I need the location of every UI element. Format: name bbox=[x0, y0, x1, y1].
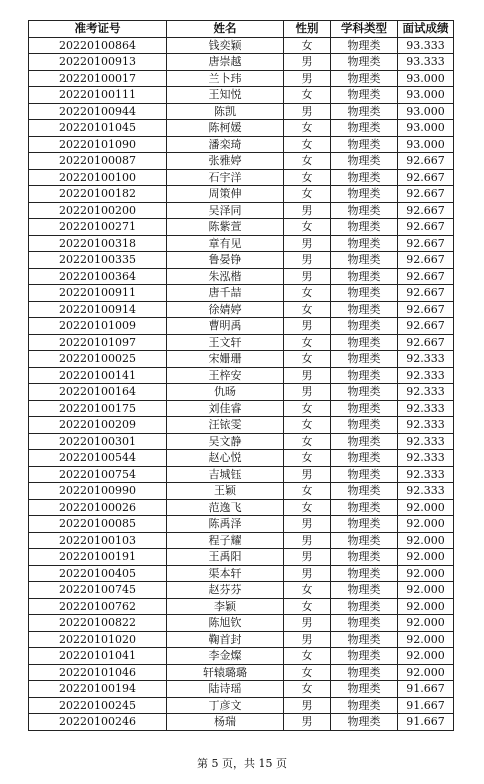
name-cell: 唐崇越 bbox=[167, 54, 284, 71]
exam-id-cell: 20220100100 bbox=[29, 169, 167, 186]
score-cell: 92.000 bbox=[398, 499, 454, 516]
gender-cell: 女 bbox=[284, 598, 331, 615]
score-table-container bbox=[28, 20, 453, 731]
exam-id-cell: 20220100191 bbox=[29, 549, 167, 566]
exam-id-cell: 20220100175 bbox=[29, 400, 167, 417]
subject-type-cell: 物理类 bbox=[331, 598, 398, 615]
gender-cell: 男 bbox=[284, 318, 331, 335]
exam-id-cell: 20220100914 bbox=[29, 301, 167, 318]
subject-type-cell: 物理类 bbox=[331, 516, 398, 533]
exam-id-cell: 20220100364 bbox=[29, 268, 167, 285]
name-cell: 朱泓楷 bbox=[167, 268, 284, 285]
score-cell: 92.667 bbox=[398, 252, 454, 269]
gender-cell: 女 bbox=[284, 648, 331, 665]
subject-type-cell: 物理类 bbox=[331, 384, 398, 401]
subject-type-cell: 物理类 bbox=[331, 466, 398, 483]
header-interview-score: 面试成绩 bbox=[398, 21, 454, 38]
subject-type-cell: 物理类 bbox=[331, 499, 398, 516]
score-cell: 92.667 bbox=[398, 268, 454, 285]
exam-id-cell: 20220100017 bbox=[29, 70, 167, 87]
name-cell: 渠本轩 bbox=[167, 565, 284, 582]
table-row bbox=[29, 318, 454, 335]
exam-id-cell: 20220100085 bbox=[29, 516, 167, 533]
score-cell: 91.667 bbox=[398, 697, 454, 714]
gender-cell: 男 bbox=[284, 697, 331, 714]
score-cell: 92.667 bbox=[398, 318, 454, 335]
gender-cell: 男 bbox=[284, 549, 331, 566]
score-cell: 92.000 bbox=[398, 565, 454, 582]
gender-cell: 女 bbox=[284, 87, 331, 104]
exam-id-cell: 20220100990 bbox=[29, 483, 167, 500]
score-cell: 93.000 bbox=[398, 103, 454, 120]
exam-id-cell: 20220100911 bbox=[29, 285, 167, 302]
gender-cell: 女 bbox=[284, 483, 331, 500]
gender-cell: 女 bbox=[284, 681, 331, 698]
subject-type-cell: 物理类 bbox=[331, 697, 398, 714]
name-cell: 吴文静 bbox=[167, 433, 284, 450]
exam-id-cell: 20220100318 bbox=[29, 235, 167, 252]
gender-cell: 女 bbox=[284, 450, 331, 467]
table-row bbox=[29, 648, 454, 665]
subject-type-cell: 物理类 bbox=[331, 433, 398, 450]
exam-id-cell: 20220100754 bbox=[29, 466, 167, 483]
subject-type-cell: 物理类 bbox=[331, 549, 398, 566]
table-row bbox=[29, 268, 454, 285]
table-row bbox=[29, 598, 454, 615]
subject-type-cell: 物理类 bbox=[331, 615, 398, 632]
name-cell: 范逸飞 bbox=[167, 499, 284, 516]
page-footer: 第 5 页，共 15 页 bbox=[197, 757, 287, 770]
gender-cell: 女 bbox=[284, 37, 331, 54]
subject-type-cell: 物理类 bbox=[331, 318, 398, 335]
gender-cell: 女 bbox=[284, 499, 331, 516]
table-row bbox=[29, 285, 454, 302]
gender-cell: 女 bbox=[284, 334, 331, 351]
exam-id-cell: 20220100209 bbox=[29, 417, 167, 434]
subject-type-cell: 物理类 bbox=[331, 351, 398, 368]
name-cell: 轩辕璐璐 bbox=[167, 664, 284, 681]
table-row bbox=[29, 37, 454, 54]
gender-cell: 男 bbox=[284, 615, 331, 632]
exam-id-cell: 20220100271 bbox=[29, 219, 167, 236]
score-cell: 92.667 bbox=[398, 153, 454, 170]
score-cell: 92.000 bbox=[398, 664, 454, 681]
subject-type-cell: 物理类 bbox=[331, 483, 398, 500]
gender-cell: 男 bbox=[284, 565, 331, 582]
exam-id-cell: 20220100141 bbox=[29, 367, 167, 384]
subject-type-cell: 物理类 bbox=[331, 532, 398, 549]
table-row bbox=[29, 384, 454, 401]
exam-id-cell: 20220100822 bbox=[29, 615, 167, 632]
table-row bbox=[29, 103, 454, 120]
table-row bbox=[29, 186, 454, 203]
name-cell: 陈柯媛 bbox=[167, 120, 284, 137]
score-cell: 92.000 bbox=[398, 582, 454, 599]
subject-type-cell: 物理类 bbox=[331, 268, 398, 285]
exam-id-cell: 20220100405 bbox=[29, 565, 167, 582]
score-cell: 92.667 bbox=[398, 285, 454, 302]
subject-type-cell: 物理类 bbox=[331, 301, 398, 318]
exam-id-cell: 20220100182 bbox=[29, 186, 167, 203]
table-row bbox=[29, 219, 454, 236]
table-row bbox=[29, 714, 454, 731]
subject-type-cell: 物理类 bbox=[331, 37, 398, 54]
exam-id-cell: 20220101046 bbox=[29, 664, 167, 681]
gender-cell: 男 bbox=[284, 384, 331, 401]
exam-id-cell: 20220100762 bbox=[29, 598, 167, 615]
table-row bbox=[29, 450, 454, 467]
score-cell: 92.667 bbox=[398, 235, 454, 252]
name-cell: 章有见 bbox=[167, 235, 284, 252]
score-cell: 92.667 bbox=[398, 186, 454, 203]
name-cell: 吉城钰 bbox=[167, 466, 284, 483]
exam-id-cell: 20220100087 bbox=[29, 153, 167, 170]
exam-id-cell: 20220101020 bbox=[29, 631, 167, 648]
score-cell: 92.333 bbox=[398, 433, 454, 450]
table-row bbox=[29, 549, 454, 566]
name-cell: 王颖 bbox=[167, 483, 284, 500]
name-cell: 陆诗瑶 bbox=[167, 681, 284, 698]
table-row bbox=[29, 417, 454, 434]
score-cell: 92.333 bbox=[398, 351, 454, 368]
exam-id-cell: 20220100200 bbox=[29, 202, 167, 219]
table-row bbox=[29, 582, 454, 599]
gender-cell: 女 bbox=[284, 169, 331, 186]
subject-type-cell: 物理类 bbox=[331, 631, 398, 648]
gender-cell: 男 bbox=[284, 532, 331, 549]
gender-cell: 女 bbox=[284, 153, 331, 170]
gender-cell: 女 bbox=[284, 582, 331, 599]
gender-cell: 男 bbox=[284, 103, 331, 120]
gender-cell: 男 bbox=[284, 714, 331, 731]
score-cell: 93.000 bbox=[398, 70, 454, 87]
subject-type-cell: 物理类 bbox=[331, 54, 398, 71]
gender-cell: 女 bbox=[284, 301, 331, 318]
exam-id-cell: 20220100025 bbox=[29, 351, 167, 368]
table-row bbox=[29, 499, 454, 516]
table-row bbox=[29, 334, 454, 351]
table-row bbox=[29, 235, 454, 252]
subject-type-cell: 物理类 bbox=[331, 450, 398, 467]
name-cell: 陈凯 bbox=[167, 103, 284, 120]
exam-id-cell: 20220101045 bbox=[29, 120, 167, 137]
name-cell: 汪铱雯 bbox=[167, 417, 284, 434]
name-cell: 徐婧婷 bbox=[167, 301, 284, 318]
gender-cell: 男 bbox=[284, 235, 331, 252]
subject-type-cell: 物理类 bbox=[331, 714, 398, 731]
name-cell: 王文轩 bbox=[167, 334, 284, 351]
table-row bbox=[29, 433, 454, 450]
subject-type-cell: 物理类 bbox=[331, 565, 398, 582]
score-cell: 93.333 bbox=[398, 37, 454, 54]
subject-type-cell: 物理类 bbox=[331, 87, 398, 104]
name-cell: 赵心悦 bbox=[167, 450, 284, 467]
subject-type-cell: 物理类 bbox=[331, 186, 398, 203]
score-cell: 92.667 bbox=[398, 219, 454, 236]
gender-cell: 男 bbox=[284, 268, 331, 285]
score-cell: 92.000 bbox=[398, 615, 454, 632]
name-cell: 李金燦 bbox=[167, 648, 284, 665]
gender-cell: 女 bbox=[284, 136, 331, 153]
score-cell: 91.667 bbox=[398, 714, 454, 731]
score-cell: 92.333 bbox=[398, 483, 454, 500]
name-cell: 丁彦文 bbox=[167, 697, 284, 714]
exam-id-cell: 20220101090 bbox=[29, 136, 167, 153]
name-cell: 李颖 bbox=[167, 598, 284, 615]
subject-type-cell: 物理类 bbox=[331, 136, 398, 153]
subject-type-cell: 物理类 bbox=[331, 664, 398, 681]
score-cell: 92.000 bbox=[398, 648, 454, 665]
exam-id-cell: 20220100944 bbox=[29, 103, 167, 120]
exam-id-cell: 20220100164 bbox=[29, 384, 167, 401]
score-cell: 92.667 bbox=[398, 334, 454, 351]
name-cell: 杨瑞 bbox=[167, 714, 284, 731]
score-cell: 91.667 bbox=[398, 681, 454, 698]
table-row bbox=[29, 697, 454, 714]
name-cell: 张雅婷 bbox=[167, 153, 284, 170]
table-row bbox=[29, 400, 454, 417]
name-cell: 钱奕颖 bbox=[167, 37, 284, 54]
subject-type-cell: 物理类 bbox=[331, 417, 398, 434]
exam-id-cell: 20220100544 bbox=[29, 450, 167, 467]
gender-cell: 女 bbox=[284, 186, 331, 203]
table-row bbox=[29, 70, 454, 87]
subject-type-cell: 物理类 bbox=[331, 120, 398, 137]
name-cell: 曹明禹 bbox=[167, 318, 284, 335]
header-gender: 性别 bbox=[284, 21, 331, 38]
name-cell: 仇旸 bbox=[167, 384, 284, 401]
table-row bbox=[29, 516, 454, 533]
table-row bbox=[29, 367, 454, 384]
subject-type-cell: 物理类 bbox=[331, 153, 398, 170]
score-cell: 92.000 bbox=[398, 631, 454, 648]
name-cell: 潘栾琦 bbox=[167, 136, 284, 153]
table-row bbox=[29, 202, 454, 219]
score-cell: 92.000 bbox=[398, 532, 454, 549]
name-cell: 石宇洋 bbox=[167, 169, 284, 186]
subject-type-cell: 物理类 bbox=[331, 400, 398, 417]
score-cell: 92.000 bbox=[398, 549, 454, 566]
name-cell: 唐千喆 bbox=[167, 285, 284, 302]
gender-cell: 男 bbox=[284, 631, 331, 648]
score-cell: 92.667 bbox=[398, 169, 454, 186]
exam-id-cell: 20220100194 bbox=[29, 681, 167, 698]
exam-id-cell: 20220101041 bbox=[29, 648, 167, 665]
table-row bbox=[29, 153, 454, 170]
exam-id-cell: 20220100245 bbox=[29, 697, 167, 714]
score-cell: 92.333 bbox=[398, 400, 454, 417]
table-body bbox=[29, 37, 454, 730]
subject-type-cell: 物理类 bbox=[331, 202, 398, 219]
table-row bbox=[29, 565, 454, 582]
name-cell: 宋姗珊 bbox=[167, 351, 284, 368]
gender-cell: 男 bbox=[284, 70, 331, 87]
name-cell: 刘佳睿 bbox=[167, 400, 284, 417]
subject-type-cell: 物理类 bbox=[331, 169, 398, 186]
table-header-row bbox=[29, 21, 454, 38]
name-cell: 陈禹泽 bbox=[167, 516, 284, 533]
subject-type-cell: 物理类 bbox=[331, 681, 398, 698]
header-subject-type: 学科类型 bbox=[331, 21, 398, 38]
subject-type-cell: 物理类 bbox=[331, 103, 398, 120]
name-cell: 王禹阳 bbox=[167, 549, 284, 566]
exam-id-cell: 20220100864 bbox=[29, 37, 167, 54]
gender-cell: 男 bbox=[284, 466, 331, 483]
gender-cell: 女 bbox=[284, 351, 331, 368]
table-row bbox=[29, 664, 454, 681]
gender-cell: 男 bbox=[284, 516, 331, 533]
gender-cell: 女 bbox=[284, 664, 331, 681]
name-cell: 王梓安 bbox=[167, 367, 284, 384]
exam-id-cell: 20220101097 bbox=[29, 334, 167, 351]
score-cell: 92.333 bbox=[398, 450, 454, 467]
gender-cell: 女 bbox=[284, 120, 331, 137]
name-cell: 吴泽同 bbox=[167, 202, 284, 219]
gender-cell: 男 bbox=[284, 202, 331, 219]
table-row bbox=[29, 169, 454, 186]
score-cell: 92.333 bbox=[398, 466, 454, 483]
subject-type-cell: 物理类 bbox=[331, 582, 398, 599]
name-cell: 鞠首封 bbox=[167, 631, 284, 648]
score-cell: 92.333 bbox=[398, 384, 454, 401]
name-cell: 周策伸 bbox=[167, 186, 284, 203]
score-cell: 93.333 bbox=[398, 54, 454, 71]
exam-id-cell: 20220101009 bbox=[29, 318, 167, 335]
score-cell: 92.333 bbox=[398, 417, 454, 434]
exam-id-cell: 20220100913 bbox=[29, 54, 167, 71]
subject-type-cell: 物理类 bbox=[331, 235, 398, 252]
score-cell: 92.667 bbox=[398, 301, 454, 318]
name-cell: 陈紫萱 bbox=[167, 219, 284, 236]
name-cell: 陈旭钦 bbox=[167, 615, 284, 632]
subject-type-cell: 物理类 bbox=[331, 367, 398, 384]
table-row bbox=[29, 252, 454, 269]
subject-type-cell: 物理类 bbox=[331, 285, 398, 302]
table-row bbox=[29, 466, 454, 483]
exam-id-cell: 20220100745 bbox=[29, 582, 167, 599]
score-table bbox=[28, 20, 454, 731]
score-cell: 92.000 bbox=[398, 598, 454, 615]
table-row bbox=[29, 120, 454, 137]
score-cell: 92.000 bbox=[398, 516, 454, 533]
score-cell: 93.000 bbox=[398, 120, 454, 137]
table-row bbox=[29, 631, 454, 648]
subject-type-cell: 物理类 bbox=[331, 219, 398, 236]
exam-id-cell: 20220100103 bbox=[29, 532, 167, 549]
subject-type-cell: 物理类 bbox=[331, 334, 398, 351]
gender-cell: 女 bbox=[284, 219, 331, 236]
score-cell: 92.667 bbox=[398, 202, 454, 219]
gender-cell: 男 bbox=[284, 367, 331, 384]
exam-id-cell: 20220100335 bbox=[29, 252, 167, 269]
table-row bbox=[29, 615, 454, 632]
name-cell: 程子耀 bbox=[167, 532, 284, 549]
gender-cell: 女 bbox=[284, 285, 331, 302]
table-row bbox=[29, 532, 454, 549]
gender-cell: 男 bbox=[284, 252, 331, 269]
exam-id-cell: 20220100301 bbox=[29, 433, 167, 450]
score-cell: 93.000 bbox=[398, 136, 454, 153]
table-row bbox=[29, 351, 454, 368]
gender-cell: 女 bbox=[284, 433, 331, 450]
score-cell: 92.333 bbox=[398, 367, 454, 384]
subject-type-cell: 物理类 bbox=[331, 648, 398, 665]
gender-cell: 女 bbox=[284, 400, 331, 417]
subject-type-cell: 物理类 bbox=[331, 252, 398, 269]
table-row bbox=[29, 681, 454, 698]
header-name: 姓名 bbox=[167, 21, 284, 38]
exam-id-cell: 20220100111 bbox=[29, 87, 167, 104]
table-row bbox=[29, 136, 454, 153]
subject-type-cell: 物理类 bbox=[331, 70, 398, 87]
exam-id-cell: 20220100026 bbox=[29, 499, 167, 516]
name-cell: 赵芬芬 bbox=[167, 582, 284, 599]
table-row bbox=[29, 483, 454, 500]
name-cell: 兰卜玮 bbox=[167, 70, 284, 87]
exam-id-cell: 20220100246 bbox=[29, 714, 167, 731]
gender-cell: 女 bbox=[284, 417, 331, 434]
header-exam-id: 准考证号 bbox=[29, 21, 167, 38]
gender-cell: 男 bbox=[284, 54, 331, 71]
table-row bbox=[29, 54, 454, 71]
score-cell: 93.000 bbox=[398, 87, 454, 104]
table-row bbox=[29, 301, 454, 318]
table-row bbox=[29, 87, 454, 104]
name-cell: 王知悦 bbox=[167, 87, 284, 104]
name-cell: 鲁晏铮 bbox=[167, 252, 284, 269]
